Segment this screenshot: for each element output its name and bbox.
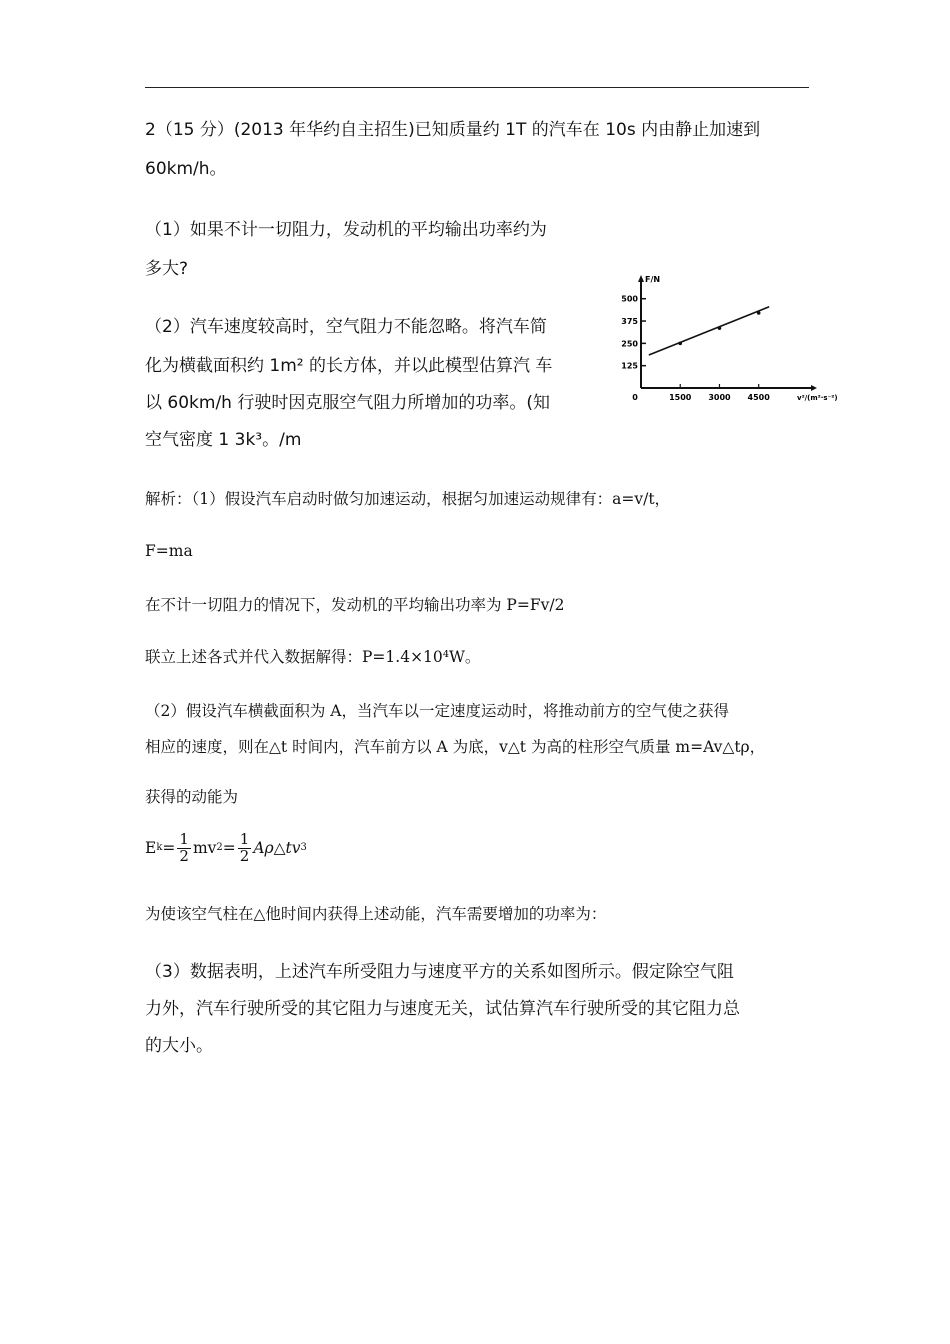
solution-line-7: 获得的动能为 [145,788,239,806]
x-tick-label: 4500 [747,393,770,402]
ek-lhs: E [145,839,157,858]
data-point [757,311,761,315]
ek-mid: mv [192,839,217,858]
solution-line-8: 为使该空气柱在△他时间内获得上述动能，汽车需要增加的功率为： [145,905,607,923]
series-line [649,307,769,355]
ek-rhs-sup: 3 [300,842,307,854]
problem-line-2: 60km/h。 [145,159,227,179]
fraction-half-2: $\frac{1}{2}$ [239,830,250,865]
x-tick-label: 3000 [708,393,731,402]
x-axis-label: v²/(m²·s⁻²) [797,394,838,402]
y-tick-label: 125 [621,361,638,371]
ek-mid-sup: 2 [216,842,223,854]
ek-eq1: = [162,839,176,858]
solution-line-1: 解析：（1）假设汽车启动时做匀加速运动，根据匀加速运动规律有：a=v/t， [145,490,671,508]
question-2-line-3: 以 60km/h 行驶时因克服空气阻力所增加的功率。(知 [145,393,550,413]
question-3-line-3: 的大小。 [145,1036,213,1056]
solution-line-2: F=ma [145,542,193,560]
header-rule [145,87,809,88]
question-1-line-1: （1）如果不计一切阻力，发动机的平均输出功率约为 [145,220,547,240]
y-tick-label: 500 [621,294,638,304]
data-point [718,326,722,330]
kinetic-energy-formula [145,832,307,865]
y-axis-label: F/N [645,275,661,284]
fraction-half-1: $\frac{1}{2}$ [179,830,189,865]
ek-rhs: Aρ△tv [253,839,301,858]
solution-line-6: 相应的速度，则在△t 时间内，汽车前方以 A 为底，v△t 为高的柱形空气质量 m=Av△tρ， [145,738,766,756]
data-point [678,342,682,346]
y-tick-label: 250 [621,339,638,349]
y-tick-label: 375 [621,317,638,327]
y-axis-arrow [638,275,644,282]
solution-line-3: 在不计一切阻力的情况下，发动机的平均输出功率为 P=Fv/2 [145,596,565,614]
force-velocity-chart [615,275,838,416]
question-2-line-2: 化为横截面积约 1m² 的长方体，并以此模型估算汽 车 [145,356,553,376]
question-1-line-2: 多大? [145,259,189,279]
x-tick-label: 1500 [669,393,692,402]
solution-line-4: 联立上述各式并代入数据解得：P=1.4×10⁴W。 [145,648,481,666]
problem-line-1: 2（15 分）(2013 年华约自主招生)已知质量约 1T 的汽车在 10s 内由静止加速到 [145,120,761,140]
solution-line-5: （2）假设汽车横截面积为 A，当汽车以一定速度运动时，将推动前方的空气使之获得 [145,702,729,720]
ek-lhs-sub: k [156,842,163,854]
ek-eq2: = [222,839,236,858]
question-2-line-4: 空气密度 1 3k³。/m [145,430,302,450]
x-tick-label: 0 [632,393,638,402]
question-3-line-1: （3）数据表明，上述汽车所受阻力与速度平方的关系如图所示。假定除空气阻 [145,962,734,982]
question-2-line-1: （2）汽车速度较高时，空气阻力不能忽略。将汽车简 [145,317,547,337]
question-3-line-2: 力外，汽车行驶所受的其它阻力与速度无关，试估算汽车行驶所受的其它阻力总 [145,999,740,1019]
x-axis-arrow [811,385,817,391]
